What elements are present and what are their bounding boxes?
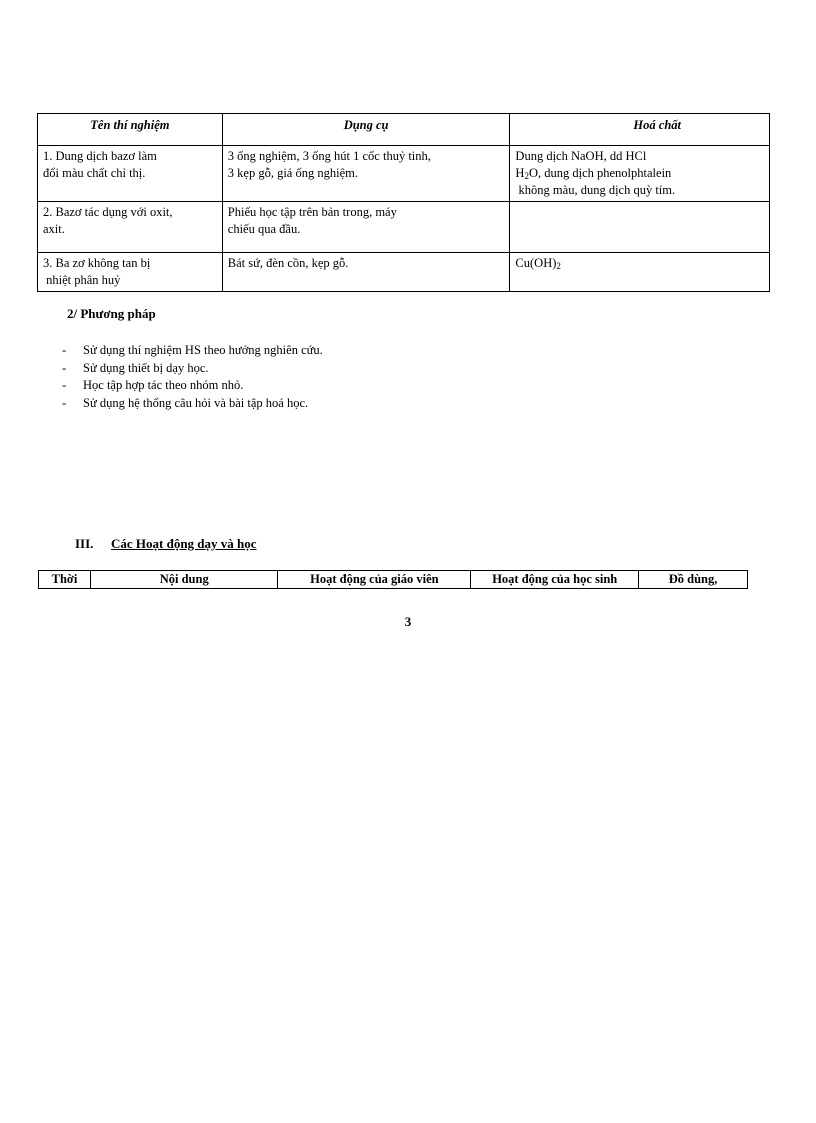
header-experiment-name: Tên thí nghiệm xyxy=(38,114,223,146)
list-item xyxy=(60,377,323,395)
cell-line: 1. Dung dịch bazơ làm xyxy=(43,149,157,163)
section-number: III. xyxy=(75,536,94,551)
cell-line: 3. Ba zơ không tan bị xyxy=(43,256,151,270)
formula-part: O, dung dịch phenolphtalein xyxy=(528,166,672,180)
experiment-cell xyxy=(38,146,223,202)
cell-line: 3 kẹp gỗ, giá ống nghiệm. xyxy=(227,166,358,180)
bullet-dash: - xyxy=(62,378,67,392)
bullet-dash: - xyxy=(62,343,67,357)
cell-line: không màu, dung dịch quỳ tím. xyxy=(515,183,676,197)
cell-line: chiếu qua đầu. xyxy=(227,222,301,236)
tools-cell xyxy=(222,202,510,253)
chemicals-cell xyxy=(510,253,770,292)
tools-cell xyxy=(222,253,510,292)
cell-line: Bát sứ, đèn cồn, kẹp gỗ. xyxy=(227,256,349,270)
activity-table xyxy=(38,570,748,589)
list-item-text: Sử dụng hệ thống câu hỏi và bài tập hoá học. xyxy=(83,395,309,410)
experiment-cell xyxy=(38,202,223,253)
formula-part: H xyxy=(515,166,525,180)
methods-list xyxy=(60,342,323,412)
formula-line xyxy=(515,165,764,182)
chemicals-cell xyxy=(510,146,770,202)
cell-line: Phiếu học tập trên bản trong, máy xyxy=(227,205,397,219)
cell-line: axit. xyxy=(43,222,65,236)
activity-table-header-row xyxy=(39,571,748,589)
header-chemicals: Hoá chất xyxy=(510,114,770,146)
formula-subscript: 2 xyxy=(556,261,561,271)
formula-subscript: 2 xyxy=(524,171,529,181)
list-item-text: Sử dụng thí nghiệm HS theo hướng nghiên cứu. xyxy=(83,343,323,357)
equipment-table-header-row xyxy=(38,114,770,146)
header-content: Nội dung xyxy=(90,571,278,589)
cell-line: 2. Bazơ tác dụng với oxit, xyxy=(43,205,173,219)
table-row xyxy=(38,146,770,202)
cell-line: Dung dịch NaOH, dd HCl xyxy=(515,149,647,163)
header-time: Thời xyxy=(39,571,91,589)
header-student-activity: Hoạt động của học sinh xyxy=(471,571,639,589)
cell-line: đổi màu chất chỉ thị. xyxy=(43,166,146,180)
table-row xyxy=(38,253,770,292)
chemicals-cell xyxy=(510,202,770,253)
list-item xyxy=(60,342,323,360)
cell-line: 3 ống nghiệm, 3 ống hút 1 cốc thuỷ tinh, xyxy=(227,149,431,163)
list-item-text: Sử dụng thiết bị dạy học. xyxy=(83,360,209,375)
bullet-dash: - xyxy=(62,395,67,410)
formula-part: Cu(OH) xyxy=(515,256,557,270)
list-item xyxy=(60,360,323,378)
list-item xyxy=(60,395,323,413)
section-title: Các Hoạt động dạy và học xyxy=(111,536,257,551)
table-row xyxy=(38,202,770,253)
cell-line: nhiệt phân huỷ xyxy=(43,273,121,287)
equipment-table xyxy=(37,113,770,292)
header-materials: Đồ dùng, xyxy=(639,571,748,589)
page-number: 3 xyxy=(404,614,412,629)
list-item-text: Học tập hợp tác theo nhóm nhỏ. xyxy=(83,378,244,392)
header-teacher-activity: Hoạt động của giáo viên xyxy=(278,571,471,589)
methods-heading: 2/ Phương pháp xyxy=(67,306,156,321)
tools-cell xyxy=(222,146,510,202)
experiment-cell xyxy=(38,253,223,292)
section-heading xyxy=(75,536,257,552)
header-tools: Dụng cụ xyxy=(222,114,510,146)
bullet-dash: - xyxy=(62,360,67,375)
